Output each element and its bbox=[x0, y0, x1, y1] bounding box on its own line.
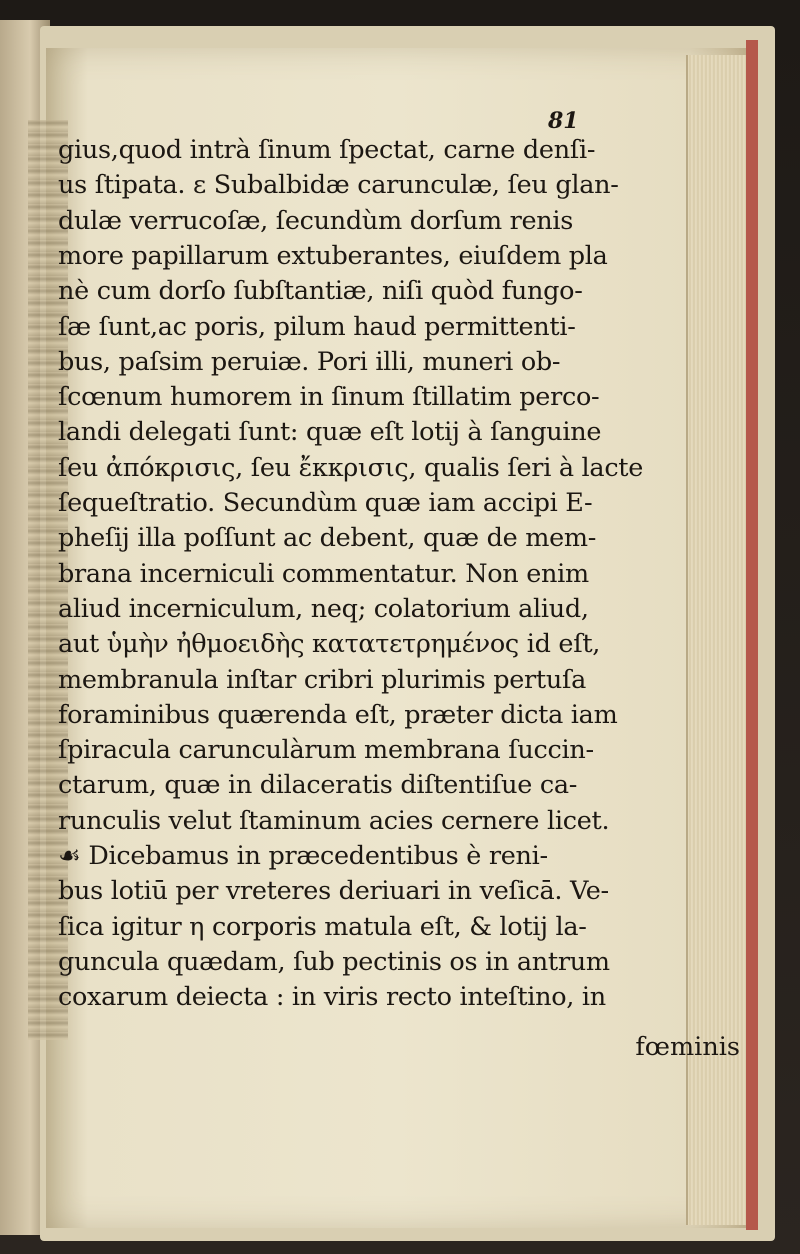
text-line: membranula inſtar cribri plurimis pertuſa bbox=[58, 664, 587, 695]
red-page-edge bbox=[746, 40, 758, 1230]
text-line: ſpiracula carunculàrum membrana ſuccin- bbox=[58, 735, 594, 766]
text-line: more papillarum extuberantes, eiuſdem pla bbox=[58, 240, 608, 271]
text-line: ſcœnum humorem in ſinum ſtillatim perco- bbox=[58, 382, 600, 413]
text-line: us ſtipata. ε Subalbidæ carunculæ, ſeu glan- bbox=[58, 170, 619, 201]
text-line: ſequeſtratio. Secundùm quæ iam accipi E- bbox=[58, 488, 593, 518]
text-line: bus, paſsim peruiæ. Pori illi, muneri ob- bbox=[58, 346, 561, 377]
folio-number: 81 bbox=[548, 108, 579, 134]
text-line: gius,quod intrà ſinum ſpectat, carne denſi- bbox=[58, 135, 596, 165]
text-line: foraminibus quærenda eſt, præter dicta iam bbox=[58, 699, 618, 730]
text-line: aliud incerniculum, neq; colatorium aliud, bbox=[58, 593, 589, 624]
text-line: coxarum deiecta : in viris recto inteſtino, in bbox=[58, 982, 606, 1013]
text-line: dulæ verrucoſæ, ſecundùm dorſum renis bbox=[58, 205, 574, 236]
text-line: bus lotiū per vreteres deriuari in veſicā. Ve- bbox=[58, 876, 609, 907]
text-line: aut ὑμὴν ἠθμοειδὴς κατατετρημένος id eſt, bbox=[58, 629, 601, 660]
text-line: landi delegati ſunt: quæ eſt lotij à ſanguine bbox=[58, 417, 602, 448]
text-line: ſeu ἀπόκρισις, ſeu ἔκκρισις, qualis ſeri à lacte bbox=[58, 452, 644, 483]
text-line: guncula quædam, ſub pectinis os in antrum bbox=[58, 946, 610, 977]
text-line: ctarum, quæ in dilaceratis diſtentiſue ca- bbox=[58, 770, 578, 801]
text-line: pheſij illa poſſunt ac debent, quæ de mem- bbox=[58, 523, 597, 554]
text-line: ☙ Dicebamus in præcedentibus è reni- bbox=[58, 841, 548, 871]
text-line: ſæ ſunt,ac poris, pilum haud permittenti- bbox=[58, 311, 576, 342]
text-line: runculis velut ſtaminum acies cernere licet. bbox=[58, 805, 610, 836]
text-line: nè cum dorſo ſubſtantiæ, niſi quòd fungo- bbox=[58, 276, 583, 307]
catchword: fœminis bbox=[635, 1032, 740, 1062]
text-line: brana incerniculi commentatur. Non enim bbox=[58, 558, 589, 589]
text-line: ſica igitur η corporis matula eſt, & lotij la- bbox=[58, 911, 587, 942]
